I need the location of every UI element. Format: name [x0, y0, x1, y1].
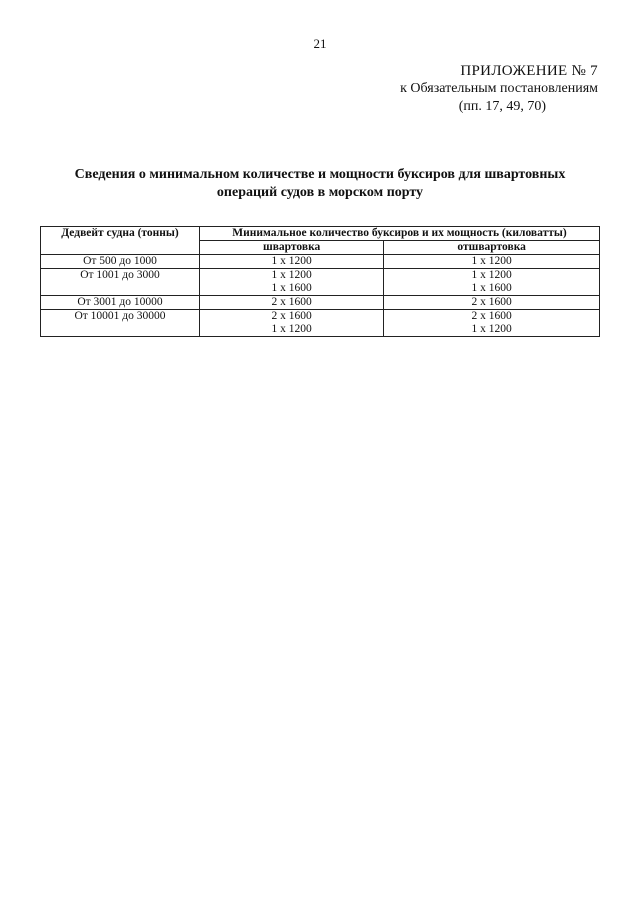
table-row — [41, 296, 600, 310]
deadweight-cell: От 1001 до 3000 — [41, 269, 200, 283]
mooring-cell: 1 х 1200 — [200, 255, 384, 269]
deadweight-cell: От 10001 до 30000 — [41, 310, 200, 324]
appendix-reference: (пп. 17, 49, 70) — [458, 99, 546, 114]
page-number: 21 — [313, 36, 327, 51]
unmooring-cell: 1 х 1600 — [384, 282, 600, 296]
unmooring-cell: 1 х 1200 — [384, 269, 600, 283]
unmooring-cell: 1 х 1200 — [384, 255, 600, 269]
appendix-subtitle: к Обязательным постановлениям — [400, 81, 598, 96]
header-unmooring: отшвартовка — [384, 241, 600, 255]
header-deadweight: Дедвейт судна (тонны) — [41, 227, 200, 255]
mooring-cell: 1 х 1200 — [200, 323, 384, 337]
table-row — [41, 310, 600, 324]
mooring-cell: 1 х 1600 — [200, 282, 384, 296]
unmooring-cell: 2 х 1600 — [384, 296, 600, 310]
document-title-line-1: Сведения о минимальном количестве и мощности буксиров для швартовных — [74, 167, 566, 182]
unmooring-cell: 2 х 1600 — [384, 310, 600, 324]
tug-requirements-table — [40, 226, 600, 337]
unmooring-cell: 1 х 1200 — [384, 323, 600, 337]
appendix-title: ПРИЛОЖЕНИЕ № 7 — [460, 63, 598, 79]
table-row — [41, 255, 600, 269]
table-row — [41, 269, 600, 283]
mooring-cell: 2 х 1600 — [200, 296, 384, 310]
mooring-cell: 1 х 1200 — [200, 269, 384, 283]
table-row — [41, 323, 600, 337]
document-title-line-2: операций судов в морском порту — [216, 185, 424, 200]
deadweight-cell — [41, 282, 200, 296]
header-mooring: швартовка — [200, 241, 384, 255]
appendix-header — [298, 62, 598, 116]
header-tugs: Минимальное количество буксиров и их мощность (киловатты) — [200, 227, 600, 241]
table-row — [41, 282, 600, 296]
deadweight-cell — [41, 323, 200, 337]
deadweight-cell: От 500 до 1000 — [41, 255, 200, 269]
mooring-cell: 2 х 1600 — [200, 310, 384, 324]
deadweight-cell: От 3001 до 10000 — [41, 296, 200, 310]
document-title — [40, 166, 600, 202]
